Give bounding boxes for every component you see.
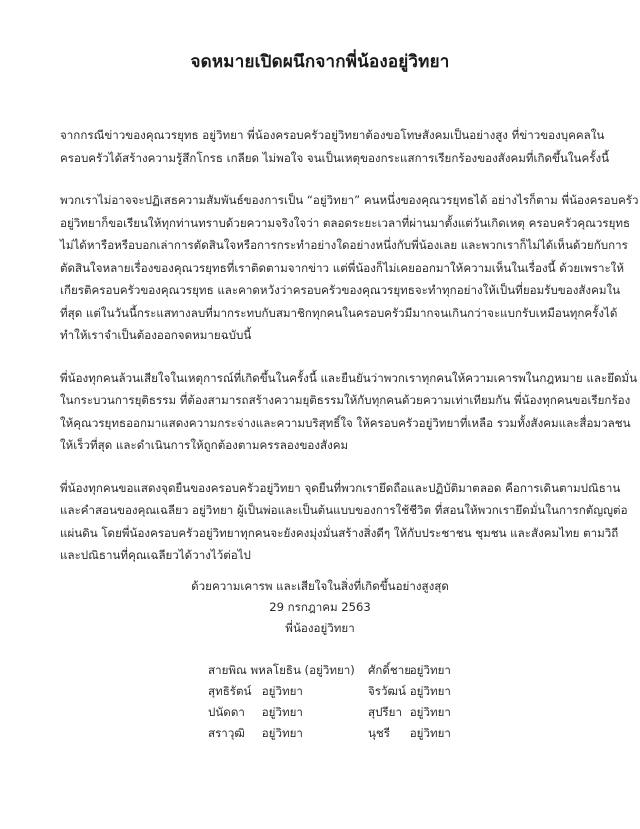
- signatory-given-name: สราวุฒิ: [208, 726, 245, 740]
- signatory-given-name: นุชรี: [368, 726, 391, 740]
- signatory-family-name: อยู่วิทยา: [409, 684, 451, 698]
- signatory: [368, 702, 451, 723]
- signatory: [368, 660, 451, 681]
- signatory-family-name: อยู่วิทยา: [409, 663, 451, 677]
- signatory: [208, 681, 368, 702]
- signature-row: [208, 681, 468, 702]
- signatory-name: สายพิณ พหลโยธิน (อยู่วิทยา): [208, 663, 355, 677]
- text-line: ที่สุด แต่ในวันนี้กระแสทางลบที่มากระทบกับสมาชิกทุกคนในครอบครัวมีมากจนเกินกว่าจะแบกรับเหมือนทุกครั้งได้: [60, 305, 618, 320]
- signatory-given-name: จิรวัฒน์: [368, 684, 406, 698]
- signatory: [368, 681, 451, 702]
- text-line: พี่น้องทุกคนขอแสดงจุดยืนของครอบครัวอยู่วิทยา จุดยืนที่พวกเรายึดถือและปฏิบัติมาตลอด คือการเดินตามปณิธาน: [60, 480, 621, 495]
- text-line: ให้เร็วที่สุด และดำเนินการให้ถูกต้องตามครรลองของสังคม: [60, 438, 349, 452]
- paragraph-stance: [60, 477, 628, 567]
- letter-closing: [0, 576, 640, 639]
- signatory-family-name: อยู่วิทยา: [261, 726, 303, 740]
- signatory: [368, 723, 451, 744]
- text-line: ในกระบวนการยุติธรรม ที่ต้องสามารถสร้างความยุติธรรมให้กับทุกคนด้วยความเท่าเทียมกัน พี่น้องทุกคนขอเรียกร้อง: [60, 393, 631, 407]
- text-line: ให้คุณวรยุทธออกมาแสดงความกระจ่างและความบริสุทธิ์ใจ ให้ครอบครัวอยู่วิทยาที่เหลือ รวมทั้งสังคมและสื่อมวลชน: [60, 415, 631, 430]
- signatory-family-name: อยู่วิทยา: [261, 684, 303, 698]
- text-line: ครอบครัวได้สร้างความรู้สึกโกรธ เกลียด ไม่พอใจ จนเป็นเหตุของกระแสการเรียกร้องของสังคมที่เกิดขึ้นในครั้งนี้: [60, 150, 610, 165]
- closing-from: พี่น้องอยู่วิทยา: [285, 621, 355, 635]
- signatory-family-name: อยู่วิทยา: [409, 705, 451, 719]
- signatory-given-name: สุทธิรัตน์: [208, 684, 252, 698]
- text-line: ไม่ได้หารือหรือบอกเล่าการตัดสินใจหรือการกระทำอย่างใดอย่างหนึ่งกับพี่น้องเลย และพวกเราก็ไม่ได้เห็นด้วยกับการ: [60, 238, 628, 252]
- text-line: พวกเราไม่อาจจะปฏิเสธความสัมพันธ์ของการเป็น “อยู่วิทยา” คนหนึ่งของคุณวรยุทธได้ อย่างไรก็ตาม พี่น้องครอบครัว: [60, 193, 639, 207]
- letter-body: [60, 124, 639, 587]
- text-line: เกียรติครอบครัวของคุณวรยุทธ และคาดหวังว่าครอบครัวของคุณวรยุทธจะทำทุกอย่างให้เป็นที่ยอมรับของสังคมใน: [60, 283, 621, 297]
- signatory-given-name: สุปรียา: [368, 705, 402, 719]
- signature-block: [208, 660, 468, 744]
- text-line: พี่น้องทุกคนล้วนเสียใจในเหตุการณ์ที่เกิดขึ้นในครั้งนี้ และยืนยันว่าพวกเราทุกคนให้ความเคารพในกฎหมาย และยึดมั่น: [60, 370, 638, 385]
- signatory-given-name: ปนัดดา: [208, 705, 245, 719]
- signatory: [208, 660, 368, 681]
- signatory-given-name: ศักดิ์ชาย: [368, 663, 412, 677]
- closing-date: 29 กรกฎาคม 2563: [269, 600, 371, 614]
- text-line: ทำให้เราจำเป็นต้องออกจดหมายฉบับนี้: [60, 328, 252, 342]
- paragraph-apology: [60, 124, 610, 169]
- text-line: ตัดสินใจหลายเรื่องของคุณวรยุทธที่เราติดตามจากข่าว แต่พี่น้องก็ไม่เคยออกมาให้ความเห็นในเรื่องนี้ ด้วยเพราะให้: [60, 260, 624, 275]
- paragraph-justice: [60, 367, 638, 457]
- text-line: จากกรณีข่าวของคุณวรยุทธ อยู่วิทยา พี่น้องครอบครัวอยู่วิทยาต้องขอโทษสังคมเป็นอย่างสูง ที่ข่าวของบุคคลใน: [60, 128, 605, 142]
- signatory: [208, 723, 368, 744]
- signature-row: [208, 660, 468, 681]
- paragraph-relationship: [60, 189, 639, 347]
- text-line: อยู่วิทยาก็ขอเรียนให้ทุกท่านทราบด้วยความจริงใจว่า ตลอดระยะเวลาที่ผ่านมาตั้งแต่วันเกิดเหตุ ครอบครัวคุณวรยุทธ: [60, 215, 631, 230]
- signatory-family-name: อยู่วิทยา: [261, 705, 303, 719]
- text-line: และคำสอนของคุณเฉลียว อยู่วิทยา ผู้เป็นพ่อและเป็นต้นแบบของการใช้ชีวิต ที่สอนให้พวกเรายึดมั่นในการกตัญญูต่อ: [60, 503, 628, 517]
- signatory: [208, 702, 368, 723]
- signatory-family-name: อยู่วิทยา: [409, 726, 451, 740]
- signature-row: [208, 723, 468, 744]
- text-line: แผ่นดิน โดยพี่น้องครอบครัวอยู่วิทยาทุกคนจะยังคงมุ่งมั่นสร้างสิ่งดีๆ ให้กับประชาชน ชุมชน และสังคมไทย ตามวิถี: [60, 525, 619, 540]
- letter-title: จดหมายเปิดผนึกจากพี่น้องอยู่วิทยา: [190, 52, 450, 72]
- closing-salutation: ด้วยความเคารพ และเสียใจในสิ่งที่เกิดขึ้นอย่างสูงสุด: [191, 579, 449, 593]
- signature-row: [208, 702, 468, 723]
- text-line: และปณิธานที่คุณเฉลียวได้วางไว้ต่อไป: [60, 548, 251, 562]
